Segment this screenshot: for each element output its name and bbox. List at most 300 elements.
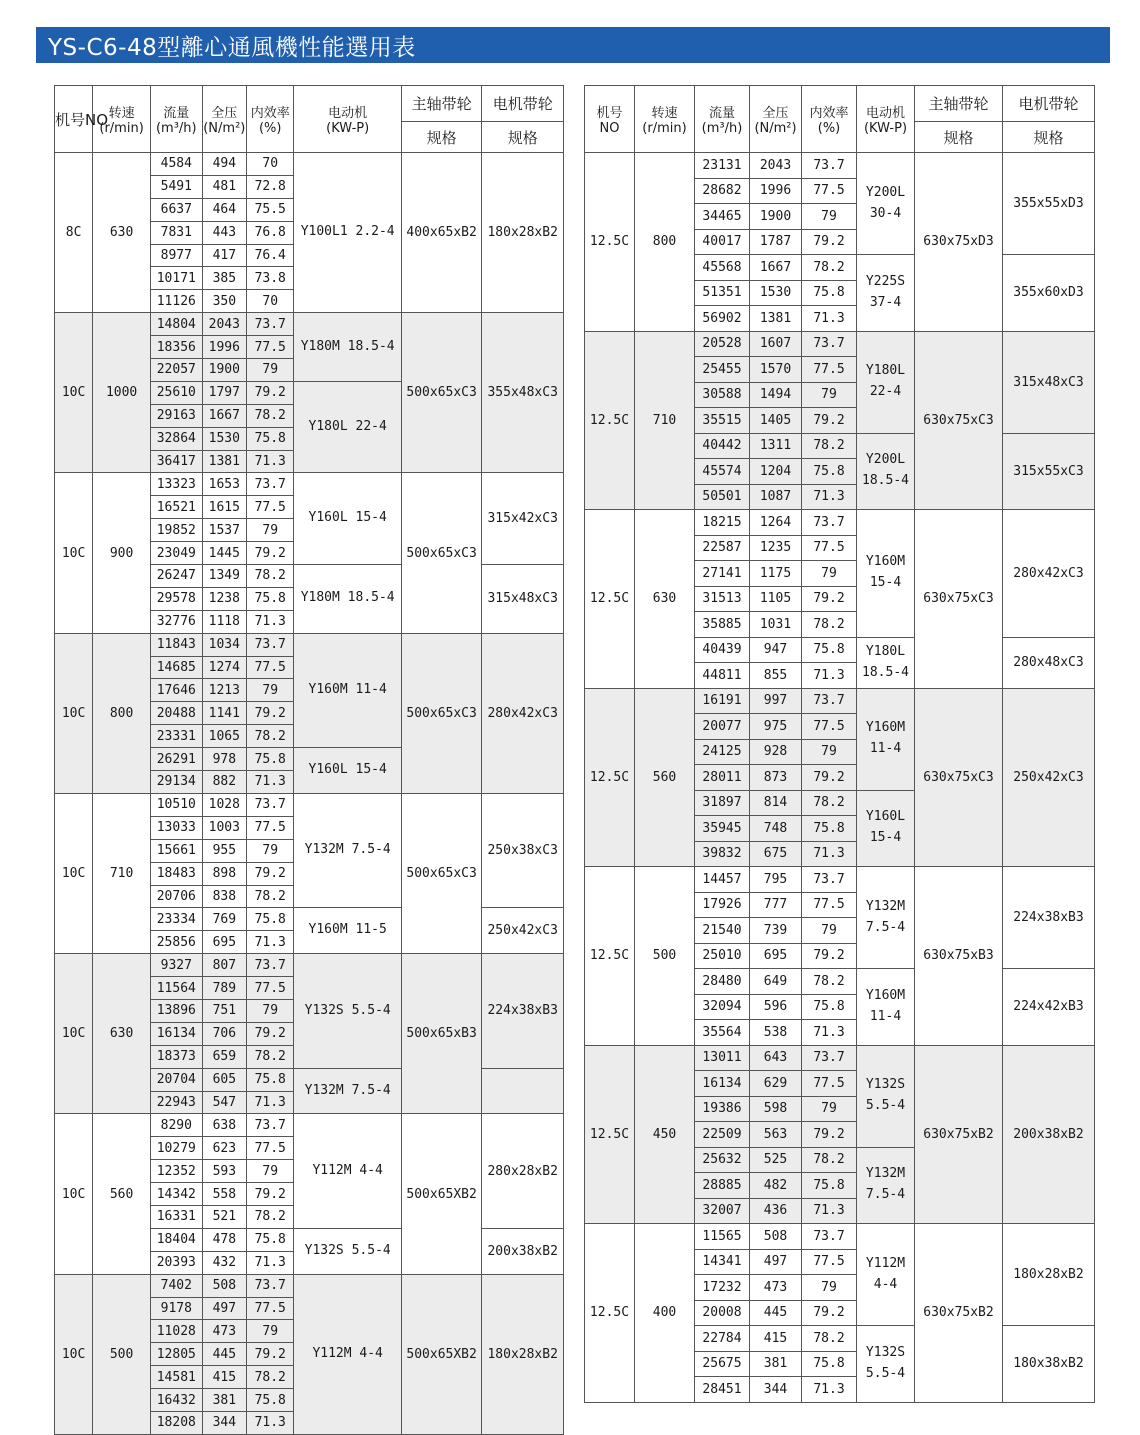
fan-number: 10C bbox=[55, 954, 93, 1114]
efficiency-value: 71.3 bbox=[802, 1020, 857, 1046]
pressure-value: 629 bbox=[750, 1071, 802, 1097]
efficiency-value: 79.2 bbox=[802, 229, 857, 255]
flow-value: 14457 bbox=[695, 867, 750, 893]
flow-value: 31513 bbox=[695, 586, 750, 612]
speed-value: 630 bbox=[93, 954, 151, 1114]
speed-value: 450 bbox=[635, 1045, 695, 1224]
efficiency-value: 78.2 bbox=[247, 725, 294, 748]
fan-number: 12.5C bbox=[585, 867, 635, 1046]
flow-value: 7831 bbox=[151, 221, 203, 244]
flow-value: 10171 bbox=[151, 267, 203, 290]
efficiency-value: 75.8 bbox=[247, 908, 294, 931]
flow-value: 26291 bbox=[151, 748, 203, 771]
speed-value: 800 bbox=[93, 633, 151, 793]
table-row bbox=[55, 793, 564, 816]
header-spec: 规格 bbox=[401, 122, 482, 153]
fan-number: 8C bbox=[55, 153, 93, 313]
motor-pulley-spec: 224x38xB3 bbox=[1003, 867, 1095, 969]
efficiency-value: 73.7 bbox=[247, 1274, 294, 1297]
pressure-value: 1235 bbox=[750, 535, 802, 561]
efficiency-value: 71.3 bbox=[247, 771, 294, 794]
table-row bbox=[55, 633, 564, 656]
efficiency-value: 73.7 bbox=[802, 1224, 857, 1250]
flow-value: 16134 bbox=[695, 1071, 750, 1097]
efficiency-value: 73.7 bbox=[802, 1045, 857, 1071]
efficiency-value: 71.3 bbox=[802, 484, 857, 510]
pressure-value: 344 bbox=[202, 1411, 246, 1434]
pressure-value: 1900 bbox=[202, 359, 246, 382]
motor-pulley-spec: 280x42xC3 bbox=[1003, 510, 1095, 638]
efficiency-value: 79 bbox=[802, 561, 857, 587]
flow-value: 12352 bbox=[151, 1160, 203, 1183]
motor-model: Y200L 30-4 bbox=[857, 153, 915, 255]
pressure-value: 1607 bbox=[750, 331, 802, 357]
flow-value: 22057 bbox=[151, 359, 203, 382]
flow-value: 22784 bbox=[695, 1326, 750, 1352]
efficiency-value: 79.2 bbox=[247, 1022, 294, 1045]
efficiency-value: 78.2 bbox=[247, 1205, 294, 1228]
pressure-value: 443 bbox=[202, 221, 246, 244]
pressure-value: 2043 bbox=[202, 313, 246, 336]
motor-pulley-spec: 280x28xB2 bbox=[482, 1114, 564, 1228]
efficiency-value: 71.3 bbox=[802, 1198, 857, 1224]
pressure-value: 1797 bbox=[202, 381, 246, 404]
fan-number: 10C bbox=[55, 1114, 93, 1274]
pressure-value: 481 bbox=[202, 175, 246, 198]
pressure-value: 415 bbox=[750, 1326, 802, 1352]
efficiency-value: 77.5 bbox=[247, 977, 294, 1000]
speed-value: 500 bbox=[93, 1274, 151, 1434]
flow-value: 25455 bbox=[695, 357, 750, 383]
pressure-value: 538 bbox=[750, 1020, 802, 1046]
fan-number: 12.5C bbox=[585, 510, 635, 689]
header-no: 机号 NO bbox=[585, 86, 635, 153]
flow-value: 28011 bbox=[695, 765, 750, 791]
pressure-value: 1311 bbox=[750, 433, 802, 459]
efficiency-value: 79.2 bbox=[802, 408, 857, 434]
efficiency-value: 73.7 bbox=[802, 153, 857, 179]
header-pressure: 全压 (N/m²) bbox=[750, 86, 802, 153]
efficiency-value: 71.3 bbox=[802, 1377, 857, 1403]
flow-value: 10510 bbox=[151, 793, 203, 816]
efficiency-value: 71.3 bbox=[802, 306, 857, 332]
motor-model: Y180M 18.5-4 bbox=[294, 313, 401, 382]
header-motor-pulley: 电机带轮 bbox=[1003, 86, 1095, 122]
pressure-value: 1031 bbox=[750, 612, 802, 638]
efficiency-value: 75.8 bbox=[247, 1228, 294, 1251]
efficiency-value: 79 bbox=[247, 519, 294, 542]
efficiency-value: 77.5 bbox=[247, 336, 294, 359]
fan-number: 10C bbox=[55, 313, 93, 473]
pressure-value: 795 bbox=[750, 867, 802, 893]
motor-model: Y100L1 2.2-4 bbox=[294, 153, 401, 313]
motor-pulley-spec: 315x48xC3 bbox=[482, 565, 564, 634]
table-row bbox=[585, 867, 1095, 893]
table-row bbox=[55, 1114, 564, 1137]
efficiency-value: 75.8 bbox=[802, 994, 857, 1020]
pressure-value: 558 bbox=[202, 1183, 246, 1206]
pressure-value: 445 bbox=[202, 1343, 246, 1366]
flow-value: 35515 bbox=[695, 408, 750, 434]
motor-model: Y160L 15-4 bbox=[294, 748, 401, 794]
speed-value: 1000 bbox=[93, 313, 151, 473]
fan-number: 12.5C bbox=[585, 688, 635, 867]
motor-model: Y112M 4-4 bbox=[294, 1274, 401, 1434]
flow-value: 27141 bbox=[695, 561, 750, 587]
pressure-value: 521 bbox=[202, 1205, 246, 1228]
flow-value: 50501 bbox=[695, 484, 750, 510]
efficiency-value: 77.5 bbox=[802, 892, 857, 918]
motor-pulley-spec: 315x55xC3 bbox=[1003, 433, 1095, 510]
efficiency-value: 77.5 bbox=[247, 496, 294, 519]
motor-model: Y180L 18.5-4 bbox=[857, 637, 915, 688]
speed-value: 400 bbox=[635, 1224, 695, 1403]
flow-value: 20706 bbox=[151, 885, 203, 908]
table-row bbox=[55, 153, 564, 176]
efficiency-value: 71.3 bbox=[802, 663, 857, 689]
pressure-value: 1667 bbox=[202, 404, 246, 427]
flow-value: 23131 bbox=[695, 153, 750, 179]
efficiency-value: 79 bbox=[247, 679, 294, 702]
motor-model: Y132S 5.5-4 bbox=[294, 1228, 401, 1274]
header-spindle-pulley: 主轴带轮 bbox=[401, 86, 482, 122]
pressure-value: 1615 bbox=[202, 496, 246, 519]
efficiency-value: 77.5 bbox=[802, 535, 857, 561]
efficiency-value: 73.7 bbox=[247, 793, 294, 816]
efficiency-value: 78.2 bbox=[802, 1147, 857, 1173]
motor-pulley-spec: 355x55xD3 bbox=[1003, 153, 1095, 255]
pressure-value: 1274 bbox=[202, 656, 246, 679]
speed-value: 710 bbox=[635, 331, 695, 510]
efficiency-value: 78.2 bbox=[802, 1326, 857, 1352]
efficiency-value: 77.5 bbox=[247, 1137, 294, 1160]
efficiency-value: 71.3 bbox=[802, 841, 857, 867]
pressure-value: 1349 bbox=[202, 565, 246, 588]
flow-value: 13323 bbox=[151, 473, 203, 496]
flow-value: 19852 bbox=[151, 519, 203, 542]
efficiency-value: 73.7 bbox=[802, 331, 857, 357]
pressure-value: 882 bbox=[202, 771, 246, 794]
pressure-value: 769 bbox=[202, 908, 246, 931]
efficiency-value: 71.3 bbox=[247, 1411, 294, 1434]
pressure-value: 947 bbox=[750, 637, 802, 663]
header-speed: 转速 (r/min) bbox=[635, 86, 695, 153]
spindle-pulley-spec: 630x75xC3 bbox=[915, 331, 1003, 510]
efficiency-value: 79 bbox=[802, 918, 857, 944]
flow-value: 20528 bbox=[695, 331, 750, 357]
efficiency-value: 78.2 bbox=[247, 885, 294, 908]
flow-value: 11843 bbox=[151, 633, 203, 656]
pressure-value: 436 bbox=[750, 1198, 802, 1224]
efficiency-value: 78.2 bbox=[802, 433, 857, 459]
pressure-value: 508 bbox=[202, 1274, 246, 1297]
efficiency-value: 79.2 bbox=[247, 381, 294, 404]
table-row bbox=[585, 331, 1095, 357]
pressure-value: 1537 bbox=[202, 519, 246, 542]
pressure-value: 928 bbox=[750, 739, 802, 765]
spindle-pulley-spec: 500x65xC3 bbox=[401, 473, 482, 633]
flow-value: 28885 bbox=[695, 1173, 750, 1199]
efficiency-value: 77.5 bbox=[247, 816, 294, 839]
header-motor: 电动机 (KW-P) bbox=[857, 86, 915, 153]
speed-value: 630 bbox=[93, 153, 151, 313]
efficiency-value: 77.5 bbox=[802, 1249, 857, 1275]
fan-number: 12.5C bbox=[585, 331, 635, 510]
efficiency-value: 79 bbox=[802, 739, 857, 765]
pressure-value: 1238 bbox=[202, 587, 246, 610]
flow-value: 14341 bbox=[695, 1249, 750, 1275]
pressure-value: 432 bbox=[202, 1251, 246, 1274]
motor-pulley-spec: 224x42xB3 bbox=[1003, 969, 1095, 1046]
flow-value: 18404 bbox=[151, 1228, 203, 1251]
motor-pulley-spec: 180x28xB2 bbox=[482, 1274, 564, 1434]
efficiency-value: 75.8 bbox=[247, 1068, 294, 1091]
flow-value: 13896 bbox=[151, 999, 203, 1022]
motor-model: Y132M 7.5-4 bbox=[294, 1068, 401, 1114]
pressure-value: 547 bbox=[202, 1091, 246, 1114]
motor-pulley-spec bbox=[482, 1068, 564, 1114]
flow-value: 56902 bbox=[695, 306, 750, 332]
efficiency-value: 73.7 bbox=[247, 954, 294, 977]
pressure-value: 659 bbox=[202, 1045, 246, 1068]
flow-value: 28682 bbox=[695, 178, 750, 204]
pressure-value: 445 bbox=[750, 1300, 802, 1326]
efficiency-value: 75.8 bbox=[802, 816, 857, 842]
pressure-value: 695 bbox=[202, 931, 246, 954]
pressure-value: 350 bbox=[202, 290, 246, 313]
efficiency-value: 71.3 bbox=[247, 610, 294, 633]
motor-model: Y160L 15-4 bbox=[294, 473, 401, 565]
flow-value: 9327 bbox=[151, 954, 203, 977]
flow-value: 16331 bbox=[151, 1205, 203, 1228]
efficiency-value: 77.5 bbox=[247, 1297, 294, 1320]
pressure-value: 898 bbox=[202, 862, 246, 885]
flow-value: 8290 bbox=[151, 1114, 203, 1137]
header-spec: 规格 bbox=[482, 122, 564, 153]
efficiency-value: 75.8 bbox=[247, 587, 294, 610]
efficiency-value: 71.3 bbox=[247, 1251, 294, 1274]
efficiency-value: 79 bbox=[802, 1275, 857, 1301]
efficiency-value: 72.8 bbox=[247, 175, 294, 198]
efficiency-value: 75.8 bbox=[802, 637, 857, 663]
pressure-value: 1264 bbox=[750, 510, 802, 536]
motor-model: Y200L 18.5-4 bbox=[857, 433, 915, 510]
pressure-value: 563 bbox=[750, 1122, 802, 1148]
pressure-value: 497 bbox=[750, 1249, 802, 1275]
flow-value: 8977 bbox=[151, 244, 203, 267]
motor-pulley-spec: 224x38xB3 bbox=[482, 954, 564, 1068]
motor-model: Y160M 11-4 bbox=[294, 633, 401, 747]
pressure-value: 814 bbox=[750, 790, 802, 816]
flow-value: 16134 bbox=[151, 1022, 203, 1045]
pressure-value: 1381 bbox=[202, 450, 246, 473]
header-spec: 规格 bbox=[1003, 122, 1095, 153]
pressure-value: 1900 bbox=[750, 204, 802, 230]
table-row bbox=[55, 954, 564, 977]
efficiency-value: 73.8 bbox=[247, 267, 294, 290]
efficiency-value: 75.5 bbox=[247, 198, 294, 221]
motor-pulley-spec: 180x38xB2 bbox=[1003, 1326, 1095, 1403]
fan-number: 12.5C bbox=[585, 153, 635, 332]
flow-value: 34465 bbox=[695, 204, 750, 230]
pressure-value: 748 bbox=[750, 816, 802, 842]
flow-value: 17926 bbox=[695, 892, 750, 918]
flow-value: 11564 bbox=[151, 977, 203, 1000]
pressure-value: 789 bbox=[202, 977, 246, 1000]
pressure-value: 997 bbox=[750, 688, 802, 714]
efficiency-value: 79.2 bbox=[247, 862, 294, 885]
motor-pulley-spec: 315x48xC3 bbox=[1003, 331, 1095, 433]
motor-model: Y112M 4-4 bbox=[857, 1224, 915, 1326]
pressure-value: 417 bbox=[202, 244, 246, 267]
flow-value: 17646 bbox=[151, 679, 203, 702]
efficiency-value: 75.8 bbox=[802, 280, 857, 306]
efficiency-value: 78.2 bbox=[802, 969, 857, 995]
pressure-value: 751 bbox=[202, 999, 246, 1022]
page-title: YS-C6-48型離心通風機性能選用表 bbox=[48, 35, 416, 61]
efficiency-value: 79.2 bbox=[247, 1183, 294, 1206]
flow-value: 29163 bbox=[151, 404, 203, 427]
flow-value: 28451 bbox=[695, 1377, 750, 1403]
spindle-pulley-spec: 630x75xB3 bbox=[915, 867, 1003, 1046]
flow-value: 22509 bbox=[695, 1122, 750, 1148]
efficiency-value: 78.2 bbox=[802, 612, 857, 638]
efficiency-value: 79.2 bbox=[247, 1343, 294, 1366]
motor-pulley-spec: 355x48xC3 bbox=[482, 313, 564, 473]
pressure-value: 1530 bbox=[750, 280, 802, 306]
efficiency-value: 75.8 bbox=[247, 427, 294, 450]
pressure-value: 1213 bbox=[202, 679, 246, 702]
flow-value: 20704 bbox=[151, 1068, 203, 1091]
flow-value: 14342 bbox=[151, 1183, 203, 1206]
motor-pulley-spec: 250x42xC3 bbox=[482, 908, 564, 954]
efficiency-value: 79.2 bbox=[802, 1300, 857, 1326]
motor-pulley-spec: 250x42xC3 bbox=[1003, 688, 1095, 867]
pressure-value: 1175 bbox=[750, 561, 802, 587]
header-no: 机号NO bbox=[55, 86, 93, 153]
motor-model: Y160M 15-4 bbox=[857, 510, 915, 638]
flow-value: 14581 bbox=[151, 1366, 203, 1389]
pressure-value: 1087 bbox=[750, 484, 802, 510]
efficiency-value: 75.8 bbox=[802, 459, 857, 485]
efficiency-value: 71.3 bbox=[247, 1091, 294, 1114]
header-speed: 转速 (r/min) bbox=[93, 86, 151, 153]
motor-pulley-spec: 200x38xB2 bbox=[1003, 1045, 1095, 1224]
spindle-pulley-spec: 500x65XB2 bbox=[401, 1274, 482, 1434]
flow-value: 18483 bbox=[151, 862, 203, 885]
flow-value: 18215 bbox=[695, 510, 750, 536]
flow-value: 31897 bbox=[695, 790, 750, 816]
flow-value: 45574 bbox=[695, 459, 750, 485]
flow-value: 6637 bbox=[151, 198, 203, 221]
pressure-value: 1105 bbox=[750, 586, 802, 612]
efficiency-value: 73.7 bbox=[247, 473, 294, 496]
motor-model: Y112M 4-4 bbox=[294, 1114, 401, 1228]
efficiency-value: 73.7 bbox=[802, 867, 857, 893]
motor-model: Y160M 11-4 bbox=[857, 688, 915, 790]
speed-value: 710 bbox=[93, 793, 151, 953]
speed-value: 900 bbox=[93, 473, 151, 633]
pressure-value: 473 bbox=[750, 1275, 802, 1301]
spindle-pulley-spec: 400x65xB2 bbox=[401, 153, 482, 313]
pressure-value: 1530 bbox=[202, 427, 246, 450]
flow-value: 20488 bbox=[151, 702, 203, 725]
flow-value: 24125 bbox=[695, 739, 750, 765]
speed-value: 560 bbox=[93, 1114, 151, 1274]
pressure-value: 739 bbox=[750, 918, 802, 944]
flow-value: 14685 bbox=[151, 656, 203, 679]
spindle-pulley-spec: 630x75xB2 bbox=[915, 1224, 1003, 1403]
flow-value: 13011 bbox=[695, 1045, 750, 1071]
fan-number: 12.5C bbox=[585, 1045, 635, 1224]
motor-pulley-spec: 200x38xB2 bbox=[482, 1228, 564, 1274]
flow-value: 40439 bbox=[695, 637, 750, 663]
pressure-value: 596 bbox=[750, 994, 802, 1020]
table-row bbox=[585, 1045, 1095, 1071]
flow-value: 22943 bbox=[151, 1091, 203, 1114]
efficiency-value: 79 bbox=[802, 1096, 857, 1122]
flow-value: 30588 bbox=[695, 382, 750, 408]
flow-value: 39832 bbox=[695, 841, 750, 867]
flow-value: 25632 bbox=[695, 1147, 750, 1173]
flow-value: 11028 bbox=[151, 1320, 203, 1343]
pressure-value: 464 bbox=[202, 198, 246, 221]
motor-model: Y132M 7.5-4 bbox=[857, 867, 915, 969]
speed-value: 800 bbox=[635, 153, 695, 332]
flow-value: 12805 bbox=[151, 1343, 203, 1366]
efficiency-value: 75.8 bbox=[247, 1389, 294, 1412]
spindle-pulley-spec: 500x65XB2 bbox=[401, 1114, 482, 1274]
flow-value: 51351 bbox=[695, 280, 750, 306]
flow-value: 32776 bbox=[151, 610, 203, 633]
spindle-pulley-spec: 630x75xB2 bbox=[915, 1045, 1003, 1224]
pressure-value: 1570 bbox=[750, 357, 802, 383]
flow-value: 32007 bbox=[695, 1198, 750, 1224]
header-efficiency: 内效率 (%) bbox=[247, 86, 294, 153]
header-spec: 规格 bbox=[915, 122, 1003, 153]
pressure-value: 873 bbox=[750, 765, 802, 791]
efficiency-value: 71.3 bbox=[247, 931, 294, 954]
motor-model: Y132M 7.5-4 bbox=[294, 793, 401, 907]
flow-value: 25856 bbox=[151, 931, 203, 954]
motor-model: Y180L 22-4 bbox=[294, 381, 401, 473]
motor-pulley-spec: 250x38xC3 bbox=[482, 793, 564, 907]
pressure-value: 381 bbox=[750, 1351, 802, 1377]
pressure-value: 381 bbox=[202, 1389, 246, 1412]
flow-value: 23331 bbox=[151, 725, 203, 748]
efficiency-value: 79.2 bbox=[802, 586, 857, 612]
pressure-value: 473 bbox=[202, 1320, 246, 1343]
efficiency-value: 73.7 bbox=[802, 688, 857, 714]
pressure-value: 1118 bbox=[202, 610, 246, 633]
efficiency-value: 77.5 bbox=[802, 357, 857, 383]
flow-value: 29134 bbox=[151, 771, 203, 794]
pressure-value: 508 bbox=[750, 1224, 802, 1250]
flow-value: 18373 bbox=[151, 1045, 203, 1068]
flow-value: 45568 bbox=[695, 255, 750, 281]
efficiency-value: 77.5 bbox=[247, 656, 294, 679]
flow-value: 5491 bbox=[151, 175, 203, 198]
header-efficiency: 内效率 (%) bbox=[802, 86, 857, 153]
header-pressure: 全压 (N/m²) bbox=[202, 86, 246, 153]
flow-value: 20393 bbox=[151, 1251, 203, 1274]
flow-value: 15661 bbox=[151, 839, 203, 862]
flow-value: 14804 bbox=[151, 313, 203, 336]
efficiency-value: 79.2 bbox=[802, 943, 857, 969]
spindle-pulley-spec: 630x75xD3 bbox=[915, 153, 1003, 332]
flow-value: 44811 bbox=[695, 663, 750, 689]
motor-model: Y180L 22-4 bbox=[857, 331, 915, 433]
